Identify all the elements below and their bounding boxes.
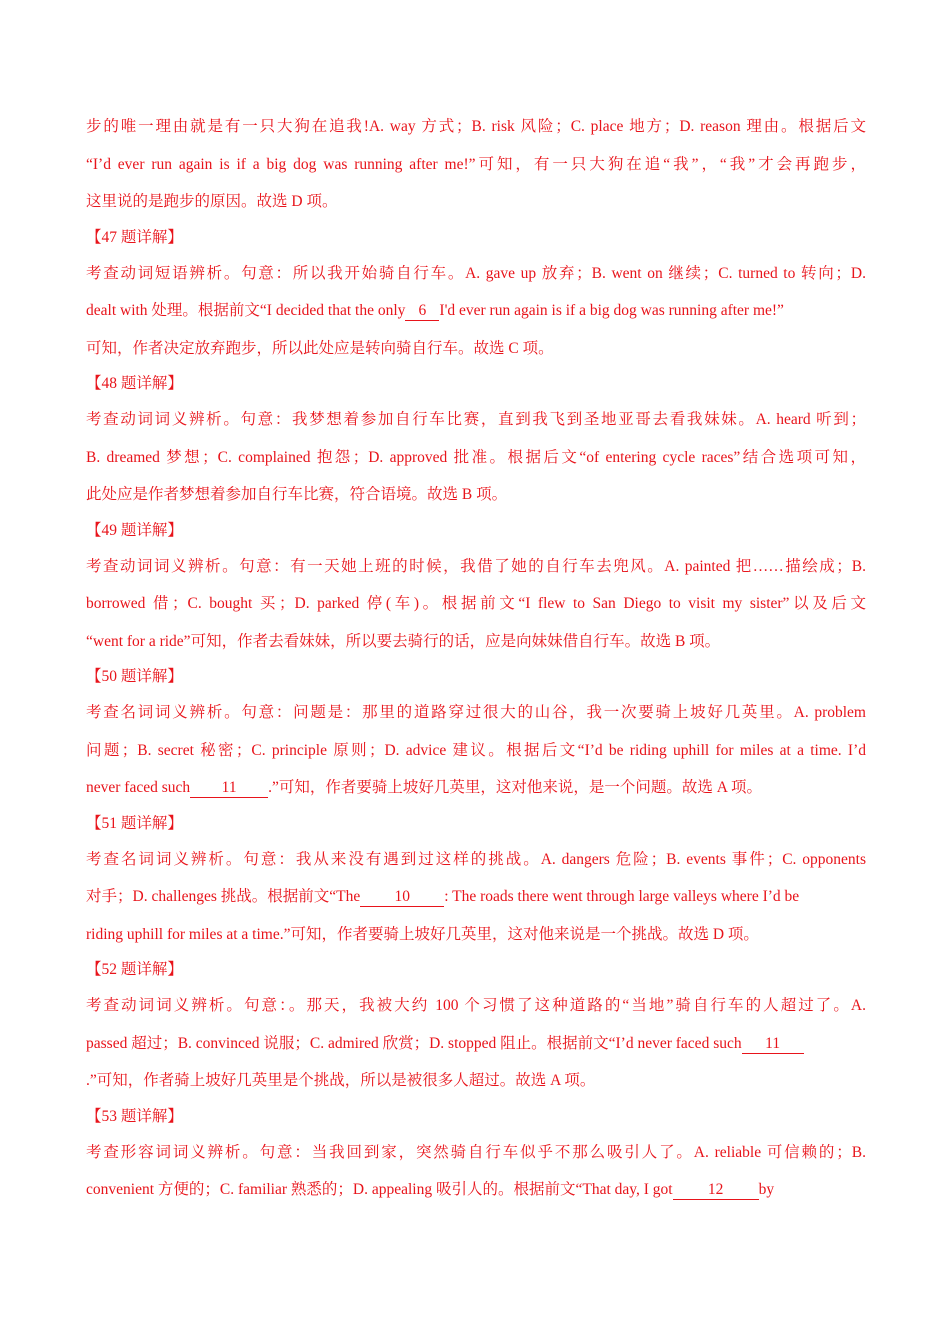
- paragraph-line: 考查形容词词义辨析。句意：当我回到家，突然骑自行车似乎不那么吸引人了。A. reliable 可信赖的；B.: [86, 1143, 866, 1161]
- paragraph-line: .”可知，作者骑上坡好几英里是个挑战，所以是被很多人超过。故选 A 项。: [86, 1072, 596, 1089]
- text-segment: .”可知，作者要骑上坡好几英里，这对他来说，是一个问题。故选 A 项。: [268, 779, 762, 796]
- fill-blank: 12: [673, 1181, 759, 1200]
- section-heading-50: 【50 题详解】: [86, 668, 183, 685]
- text-segment: convenient 方便的；C. familiar 熟悉的；D. appealing 吸引人的。根据前文“That day, I got: [86, 1181, 673, 1198]
- fill-blank: 11: [742, 1035, 804, 1054]
- paragraph-line: [86, 292, 866, 330]
- paragraph-line: B. dreamed 梦想；C. complained 抱怨；D. approved 批准。根据后文“of entering cycle races”结合选项可知，: [86, 448, 866, 466]
- text-segment: by: [758, 1181, 775, 1198]
- paragraph-line: [86, 878, 866, 916]
- paragraph-line: 考查动词词义辨析。句意：有一天她上班的时候，我借了她的自行车去兜风。A. painted 把……描绘成；B.: [86, 557, 866, 575]
- paragraph-line: 考查名词词义辨析。句意：我从来没有遇到过这样的挑战。A. dangers 危险；B. events 事件；C. opponents: [86, 850, 866, 868]
- section-heading-52: 【52 题详解】: [86, 961, 183, 978]
- paragraph-line: “I’d ever run again is if a big dog was running after me!”可知，有一只大狗在追“我”，“我”才会再跑步，: [86, 155, 866, 173]
- paragraph-line: 考查动词词义辨析。句意：我梦想着参加自行车比赛，直到我飞到圣地亚哥去看我妹妹。A. heard 听到；: [86, 411, 866, 428]
- text-segment: : The roads there went through large valleys where I’d be: [444, 888, 800, 905]
- text-segment: I'd ever run again is if a big dog was running after me!”: [439, 302, 784, 319]
- paragraph-line: “went for a ride”可知，作者去看妹妹，所以要去骑行的话，应是向妹妹借自行车。故选 B 项。: [86, 632, 721, 650]
- text-segment: never faced such: [86, 779, 191, 796]
- paragraph-line: [86, 769, 866, 807]
- paragraph-line: 步的唯一理由就是有一只大狗在追我!A. way 方式；B. risk 风险；C. place 地方；D. reason 理由。根据后文: [86, 118, 866, 135]
- fill-blank: 6: [405, 302, 439, 321]
- paragraph-line: [86, 1171, 866, 1209]
- fill-blank: 11: [190, 779, 268, 798]
- section-heading-49: 【49 题详解】: [86, 521, 183, 539]
- text-segment: passed 超过；B. convinced 说服；C. admired 欣赏；D. stopped 阻止。根据前文“I’d never faced such: [86, 1034, 742, 1052]
- paragraph-line: 考查动词词义辨析。句意：。那天，我被大约 100 个习惯了这种道路的“当地”骑自行车的人超过了。A.: [86, 997, 866, 1014]
- paragraph-line: 可知，作者决定放弃跑步，所以此处应是转向骑自行车。故选 C 项。: [86, 339, 554, 357]
- paragraph-line: 考查名词词义辨析。句意：问题是：那里的道路穿过很大的山谷，我一次要骑上坡好几英里。A. problem: [86, 704, 866, 721]
- section-heading-47: 【47 题详解】: [86, 228, 183, 246]
- section-heading-48: 【48 题详解】: [86, 375, 183, 392]
- paragraph-line: 此处应是作者梦想着参加自行车比赛，符合语境。故选 B 项。: [86, 486, 508, 503]
- text-segment: 对手；D. challenges 挑战。根据前文“The: [86, 888, 361, 905]
- paragraph-line: riding uphill for miles at a time.”可知，作者要骑上坡好几英里，这对他来说是一个挑战。故选 D 项。: [86, 925, 759, 943]
- paragraph-line: 这里说的是跑步的原因。故选 D 项。: [86, 193, 338, 210]
- paragraph-line: [86, 1025, 866, 1063]
- section-heading-51: 【51 题详解】: [86, 814, 183, 832]
- text-segment: dealt with 处理。根据前文“I decided that the only: [86, 302, 406, 319]
- paragraph-line: borrowed 借；C. bought 买；D. parked 停(车)。根据前文“I flew to San Diego to visit my sister”以及后文: [86, 595, 866, 612]
- section-heading-53: 【53 题详解】: [86, 1107, 183, 1125]
- fill-blank: 10: [360, 888, 444, 907]
- document-body: [86, 108, 866, 1209]
- paragraph-line: 考查动词短语辨析。句意：所以我开始骑自行车。A. gave up 放弃；B. went on 继续；C. turned to 转向；D.: [86, 264, 866, 282]
- paragraph-line: 问题；B. secret 秘密；C. principle 原则；D. advice 建议。根据后文“I’d be riding uphill for miles at a time. I’d: [86, 741, 866, 759]
